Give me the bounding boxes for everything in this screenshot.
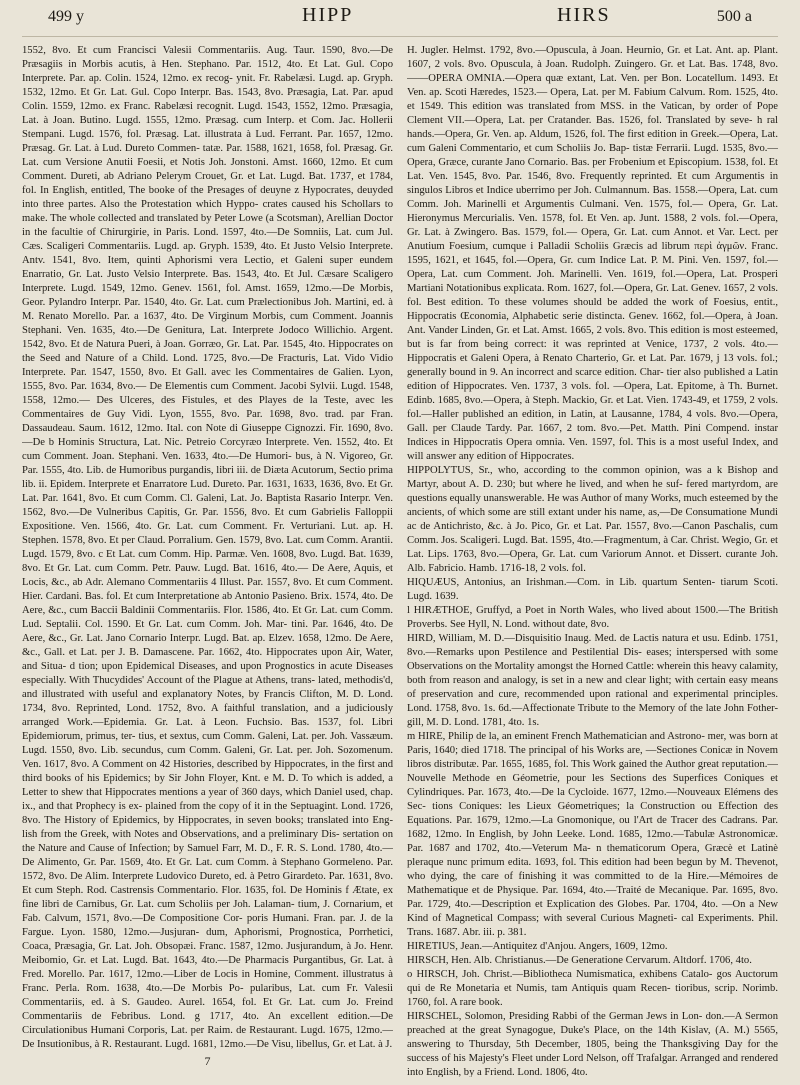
paragraph: HIRSCHEL, Solomon, Presiding Rabbi of the German Jews in Lon- don.—A Sermon preached at the great Synagogue, Duke's Place, on the 14th Kislav, (A. M.) 5565, answering to Thursday, 5th December, 1805, being the Thanksgiving Day for the success of his Majesty's Fleet under Lord Nelson, off Trafalgar. Arranged and rendered into English, by a Friend. Lond. 1806, 4to. xyxy=(407,1011,778,1077)
paragraph: HIQUÆUS, Antonius, an Irishman.—Com. in Lib. quartum Senten- tiarum Scoti. Lugd. 1639. xyxy=(407,577,778,602)
paragraph: 1552, 8vo. Et cum Francisci Valesii Commentariis. Aug. Taur. 1590, 8vo.—De Præsagiis in Morbis acutis, à Hen. Stephano. Par. 1512, 4to. Et Lat. Gul. Copo Interprete. Par. ap. Colin. 1524, 12mo. ex recog- ynit. Fr. Rabelæsi. Lugd. ap. Gryph. 1532, 12mo. Et Gr. Lat. Gul. Copo Interpr. Bas. 1543, 8vo. Præsagia, Lat. Par. apud Colin. 1559, 12mo. ex Franc. Rabelæsi recognit. Lugd. 1543, 1552, 12mo. Præsagia, Lat. à Joan. Butino. Lugd. 1555, 12mo. Præsag. cum Interp. et Com. Jac. Hollerii Stempani. Lugd. 1576, fol. Præsag. Lat. illustrata à Lud. Ferrant. Par. 1657, 12mo. Præsag. Gr. Lat. à Lud. Dureto Commen- tatæ. Par. 1588, 1621, 1658, fol. Præsag. Gr. Lat. cum Versione Anutii Foesii, et Notis Joh. Jonstoni. Amst. 1660, 12mo. Et cum Comment. Dureti, ab Adriano Pelerym Crouet, Gr. et Lat. Lugd. Bat. 1737, et 1784, fol. In English, entitled, The booke of the Presages of deuyne z Hypocrates, deuyded into three partes. Also the Protestation which Hyppo- crates caused his Schollars to make. The whole collected and translated by Peter Lowe (a Scotsman), Arellian Doctor in the facultie of Chirurgirie, in Paris. Lond. 1597, 4to.—De Somniis, Lat. cum Jul. Cæs. Scaligeri Commentariis. Lugd. ap. Gryph. 1539, 4to. Et Justo Velsio Interprete. Antv. 1541, 8vo. Item, quinti Aphorismi vera Lectio, et Galeni super eundem Enarratio, Gr. Lat. Justo Velsio Interprete. Bas. 1543, 4to. Et Jul. Cæsare Scaligero Interprete. Lugd. 1549, 12mo. Genev. 1561, fol. Amst. 1659, 12mo.—De Morbis, Geor. Pylandro Interpr. Par. 1540, 4to. Gr. Lat. cum Prælectionibus Joh. Martini, ed. à M. Renato Morello. Par. a 1637, 4to. De Virginum Morbis, cum Comment. Joannis Stephani. Ven. 1635, 4to.—De Genitura, Lat. Interprete Jodoco Willichio. Argent. 1542, 8vo. Et de Natura Pueri, à Joan. Gorræo, Gr. Lat. Par. 1545, 4to. Hippocrates on the Seed and Nature of a Child. Lond. 1725, 8vo.—De Fracturis, Lat. Vido Vidio Interprete. Par. 1547, 1550, 8vo. Et Gall. avec les Commentaires de Galien. Lyon, 1555, 8vo. Par. 1634, 8vo.— De Elementis cum Comment. Jacobi Sylvii. Lugd. 1548, 1558, 12mo.— Des Ulceres, des Fistules, et des Playes de la Teste, avec les Commentaires de Guy Vidi. Lyon, 1555, 8vo. Par. 1698, 8vo. trad. par Fran. Dassaudeau. Saum. 1612, 12mo. Ital. con Note di Giuseppe Cignozzi. Fir. 1690, 8vo.—De b Hominis Structura, Lat. Nic. Petreio Corcyræo Interprete. Ven. 1552, 4to. Et cum Comment. Joan. Stephani. Ven. 1633, 4to.—De Humori- bus, à N. Vigoreo, Gr. Par. 1555, 4to. Lib. de Humoribus purgandis, libri iii. de Diæta Acutorum, Sectio prima lib. ii. Epidem. Interprete et Enarratore Lud. Dureto. Par. 1631, 1633, 1636, 8vo. Et Gr. Lat. Par. 1641, 8vo. Et cum Comm. Cl. Galeni, Lat. Jo. Baptista Rasario Interpr. Ven. 1562, 8vo.—De Vulneribus Capitis, Gr. Par. 1556, 8vo. Et cum Gabrielis Falloppii Expositione. Ven. 1566, 4to. Gr. Lat. cum Comment. Fr. Verturiani. Lut. ap. H. Stephen. 1578, 8vo. Et per Claud. Porralium. Gen. 1579, 8vo. Lat. cum Comm. Arantii. Lugd. 1579, 8vo. c Et Lat. cum Comm. Hip. Parmæ. Ven. 1608, 8vo. Lugd. Bat. 1639, 8vo. Et Gr. Lat. cum Comm. Petr. Pauw. Lugd. Bat. 1616, 4to.— De Aere, Aquis, et Locis, &c., ab Adr. Alemano Commentariis 4 Illust. Par. 1557, 8vo. Et cum Comment. Hier. Cardani. Bas. fol. Et cum Interpretatione ab Antonio Pasieno. Brix. 1574, 4to. De Aere, &c., cum Baccii Baldinii Commentariis. Flor. 1586, 4to. Et Gr. Lat. cum Comm. Lud. Septalii. Col. 1590. Et Gr. Lat. cum Comm. Joh. Mar- tini. Par. 1646, 4to. De Aere, &c., Gr. Lat. Jano Cornario Interpr. Lugd. Bat. ap. Elzev. 1658, 12mo. De Aere, &c., Gall. et Lat. per J. B. Damascene. Par. 1662, 4to. Hippocrates upon Air, Water, and Situa- d tion; upon Epidemical Diseases, and upon Prognostics in acute Diseases especially. With Thucydides' Account of the Plague at Athens, trans- lated, methodis'd, and illustrated with useful and explanatory Notes, by Francis Clifton, M. D. Lond. 1734, 8vo. Reprinted, Lond. 1752, 8vo. A faithful translation, and a judiciously arranged Work.—Epidemia. Gr. Lat. à Leon. Fuchsio. Bas. 1537, fol. Libri Epidemiorum, primus, ter- tius, et sextus, cum Comm. Galeni, Lat. per. Joh. Vassæum. Lugd. 1550, 8vo. Lib. secundus, cum Comm. Galeni, Gr. Lat. per. Joh. Sozomenum. Ven. 1617, 8vo. A Comment on 42 Histories, described by Hippocrates, in the first and third books of his Epidemics; by Sir John Floyer, Knt. e M. D. To which is added, a Letter to shew that Hippocrates mentions a year of 360 days, which Daniel used, chap. ix., and that Prophecy is ex- plained from the copy of it in the Septuagint. Lond. 1726, 8vo. The History of Epidemics, by Hippocrates, in seven books; translated into Eng- lish from the Greek, with Notes and Observations, and a preliminary Dis- sertation on the Nature and Cause of Infection; by Samuel Farr, M. D., F. R. S. Lond. 1780, 4to.—De Alimento, Gr. Par. 1569, 4to. Et Gr. Lat. cum Comm. à Stephano Gormeleno. Par. 1572, 8vo. De Alim. Interprete Ludovico Dureto, ed. à Petro Girardeto. Par. 1631, 8vo. Et cum Steph. Rod. Castrensis Commentario. Flor. 1635, fol. De Hominis f Ætate, ex fine libri de Carnibus, Gr. Lat. cum Scholiis per Joh. Lalaman- tium, J. Cornarium, et Fab. Calvum, 1571, 8vo.—De Compositione Cor- poris Humani. Fran. par. J. de la Fargue. Lyon. 1580, 12mo.—Jusjuran- dum, Aphorismi, Prognostica, Porrhetici, Coaca, Præsagia, Gr. Lat. Joh. Obsopæi. Franc. 1587, 12mo. Jusjurandum, à Jo. Henr. Meibomio, Gr. et Lat. Lugd. Bat. 1643, 4to.—De Pharmacis Purgantibus, Gr. Lat. à Fred. Morello. Par. 1617, 12mo.—Liber de Locis in Homine, Comment. illustratus à Franc. Perla. Rom. 1638, 4to.—De Morbis Po- pularibus, Lat. cum Fr. Valesii Commentariis, ed. à S. Gaudeo. Aurel. 1654, fol. Et Gr. Lat. cum Jo. Freind Commentariis de Febribus. Lond. g 1717, 4to. An excellent edition.—De Circulationibus Humani Corporis, Lat. per Raim. de Restaurant. Lugd. 1675, 12mo.—De Insutionibus, à R. Restaurant. Lugd. 1681, 12mo.—De Visu, libellus, Gr. et Lat. à J. xyxy=(22,45,393,1050)
paragraph: HIRD, William, M. D.—Disquisitio Inaug. Med. de Lactis natura et usu. Edinb. 1751, 8vo.—Remarks upon Pestilence and Pestilential Dis- eases; interspersed with some Observations on the Mortality amongst the Horned Cattle: wherein this heavy calamity, both from reason and analogy, is set in a new and clear light; with certain easy means of preservation and cure, recommended upon rational and experimental principles. Lond. 1758, 8vo. 1s. 6d.—Affectionate Tribute to the Memory of the late John Fother- gill, M. D. Lond. 1781, 4to. 1s. xyxy=(407,633,778,728)
running-title-right: HIRS xyxy=(557,4,611,26)
paragraph: l HIRÆTHOE, Gruffyd, a Poet in North Wales, who lived about 1500.—The British Proverbs. See Hyll, N. Lond. without date, 8vo. xyxy=(407,605,778,630)
paragraph: H. Jugler. Helmst. 1792, 8vo.—Opuscula, à Joan. Heurnio, Gr. et Lat. Ant. ap. Plant. 1607, 2 vols. 8vo. Opuscula, à Joan. Rudolph. Zuingero. Gr. et Lat. Bas. 1748, 8vo.——OPERA OMNIA.—Opera quæ extant, Lat. Ven. per Bon. Locatellum. 1493. Et Ven. ap. Scoti Hæredes, 1523.— Opera, Lat. per M. Fabium Calvum. Rom. 1525, 4to. et 1549. This edition was translated from MSS. in the Vatican, by order of Pope Clement VII.—Opera, Lat. per Cratander. Bas. 1526, fol. Translated by seve- h ral hands.—Opera, Gr. Ven. ap. Aldum, 1526, fol. The first edition in Greek.—Opera, Lat. cum Galeni Commentario, et cum Scholiis Jo. Bap- tistæ Ferrarii. Lugd. 1535, 8vo.—Opera, Græce, curante Jano Cornario. Bas. per Frobenium et Episcopium. 1538, fol. Et Lat. Ven. 1545, 8vo. Par. 1546, 8vo. Frequently reprinted. Et cum Argumentis in singulos Libros et Indice uberrimo per Joh. Culmannum. Bas. 1558.—Opera, Lat. cum Comm. Joh. Marinelli et Argumentis Culmani. Ven. 1575, fol.— Opera, Gr. Lat. Hieronymus Mercurialis. Ven. 1578, fol. Et Ven. ap. Junt. 1588, 2 vols. fol.—Opera, Gr. Lat. à Zwingero. Bas. 1579, fol.— Opera, Gr. Lat. cum Annot. et Var. Lect. per Anutium Foesium, cumque i Palladii Scholiis Græcis ad librum περὶ ἀγμῶν. Franc. 1595, 1621, et 1645, fol.—Opera, Gr. cum Indice Lat. P. M. Pini. Ven. 1597, fol.— Opera, Lat. cum Comment. Joh. Marinelli. Ven. 1619, fol.—Opera, Lat. Prosperi Martiani Notationibus explicata. Rom. 1627, fol.—Opera, Gr. Lat. Genev. 1657, 2 vols. fol. Best edition. To these volumes should be added the work of Foesius, entit., Hippocratis Œconomia, Alphabetic serie distincta. Genev. 1662, fol.—Opera, à Joan. Ant. Vander Linden, Gr. et Lat. Amst. 1665, 2 vols. 8vo. This edition is most esteemed, but is far from being correct: it was reprinted at Venice, 1737, 2 vols. 4to.— Hippocratis et Galeni Opera, à Renato Charterio, Gr. et Lat. Par. 1679, j 13 vols. fol.; generally bound in 9. An incorrect and scarce edition. Char- tier also published a Latin edition of Hippocrates. Ven. 1737, 3 vols. fol. —Opera, Lat. Epitome, à Th. Burnet. Edinb. 1685, 8vo.—Opera, à Steph. Mackio, Gr. et Lat. Vien. 1743-49, et 1759, 2 vols. fol.—Haller published an edition, in Latin, at Lausanne, 1784, 4 vols. 8vo.—Opera, Gall. per Claude Tardy. Par. 1667, 2 tom. 8vo.—Pet. Matth. Pini Compend. instar Indices in Hippocratis Opera omnia. Ven. 1597, fol. This is a most useful Index, and will answer any edition of Hippocrates. xyxy=(407,45,778,462)
paragraph: HIRSCH, Hen. Alb. Christianus.—De Generatione Cervarum. Altdorf. 1706, 4to. xyxy=(407,955,752,966)
paragraph: m HIRE, Philip de la, an eminent French Mathematician and Astrono- mer, was born at Paris, 1640; died 1718. The principal of his Works are, —Sectiones Conicæ in Novem libros distributæ. Par. 1655, 1685, fol. This Work gained the Author great reputation.—Nouvelle Methode en Géometrie, pour les Sections des Superfices Coniques et Cylindriques. Par. 1673, 4to.—De la Cycloide. 1677, 12mo.—Nouveaux Elémens des Sec- tions Coniques: les Lieux Géometriques; la Construction ou Effection des Equations. Par. 1679, 12mo.—La Gnomonique, ou l'Art de Tracer des Cadrans. Par. 1682, 12mo. In English, by John Leeke. Lond. 1685, 12mo.—Tabulæ Astronomicæ. Par. 1687 and 1702, 4to.—Veterum Ma- n thematicorum Opera, Græcè et Latinè pleraque nunc primum edita. 1693, fol. This edition had been begun by M. Thevenot, who dying, the care of finishing it was committed to de la Hire.—Mémoires de Mathematique et de Physique. Par. 1694, 4to.—Traité de Mecanique. Par. 1695, 8vo. Par. 1729, 4to.—Description et Explication des Globes. Par. 1704, 4to. —On a New Kind of Magnetical Compass; with several Curious Magneti- cal Experiments. Phil. Trans. 1687. Abr. iii. p. 381. xyxy=(407,731,778,938)
paragraph: HIRETIUS, Jean.—Antiquitez d'Anjou. Angers, 1609, 12mo. xyxy=(407,941,668,952)
text-columns xyxy=(22,44,778,1077)
page-number-right: 500 a xyxy=(716,8,752,25)
running-header xyxy=(22,0,778,37)
signature-mark: 7 xyxy=(204,1054,211,1068)
right-column xyxy=(407,44,778,1077)
running-title-left: HIPP xyxy=(302,4,354,26)
paragraph: HIPPOLYTUS, Sr., who, according to the common opinion, was a k Bishop and Martyr, about A. D. 230; but where he lived, and when he suf- fered martyrdom, are questions equally unanswerable. He was Author of many Works, much esteemed by the ancients, of which some are still extant under his name, as,—De Consumatione Mundi ac de Antichristo, &c. à Jo. Pico, Gr. et Lat. Par. 1557, 8vo.—Canon Paschalis, cum Comm. Jos. Scaligeri. Lugd. Bat. 1595, 4to.—Fragmentum, à Car. Christ. Wegio, Gr. et Lat. Lips. 1763, 8vo.—Opera, Gr. Lat. cum Variorum Annot. et Dissert. curante Joh. Alb. Fabricio. Hamb. 1716-18, 2 vols. fol. xyxy=(407,465,778,574)
page-number-left: 499 y xyxy=(48,8,84,25)
paragraph: o HIRSCH, Joh. Christ.—Bibliotheca Numismatica, exhibens Catalo- gos Auctorum qui de Re Monetaria et Numis, tam Antiquis quam Recen- tioribus, scrip. Norimb. 1760, fol. A rare book. xyxy=(407,969,778,1008)
left-column xyxy=(22,44,393,1077)
